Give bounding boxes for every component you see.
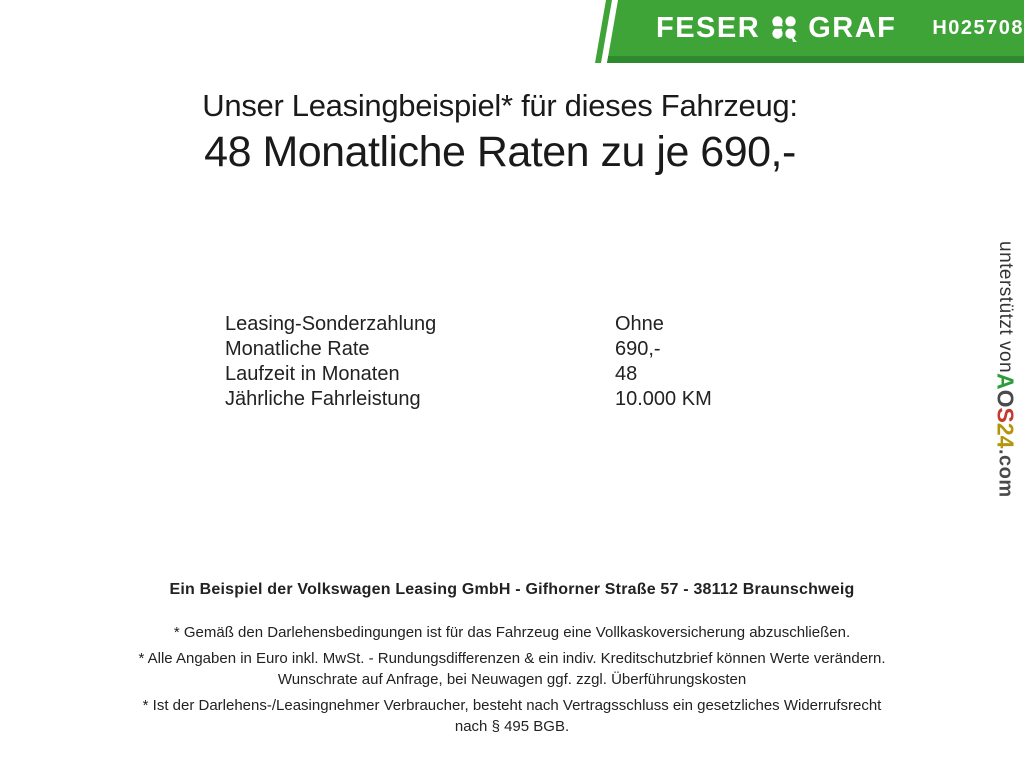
brand-name-graf: GRAF xyxy=(808,11,897,44)
aos24-brand xyxy=(992,373,1019,448)
aos24-letter: 2 xyxy=(992,422,1019,436)
footnote-line: * Alle Angaben in Euro inkl. MwSt. - Rundungsdifferenzen & ein indiv. Kreditschutzbrief können Werte verändern. xyxy=(138,650,886,667)
table-row xyxy=(225,362,712,387)
table-row xyxy=(225,312,712,337)
footnote xyxy=(0,695,1024,737)
row-label: Jährliche Fahrleistung xyxy=(225,388,421,410)
aos24-letter: A xyxy=(992,373,1019,390)
leasing-details-table xyxy=(225,312,712,412)
row-value: 10.000 KM xyxy=(615,388,712,410)
footnotes xyxy=(0,622,1024,742)
table-row xyxy=(225,337,712,362)
footnote xyxy=(0,622,1024,643)
aos24-letter: 4 xyxy=(992,435,1019,449)
heading-line2: 48 Monatliche Raten zu je 690,- xyxy=(204,128,796,176)
sponsor-prefix: unterstützt von xyxy=(995,241,1016,374)
row-value: Ohne xyxy=(615,313,664,335)
banner-underline xyxy=(0,56,1024,63)
aos24-letter: O xyxy=(992,389,1019,408)
clover-icon xyxy=(767,11,801,45)
vehicle-id: H025708 xyxy=(932,16,1024,39)
footnote-line: * Gemäß den Darlehensbedingungen ist für das Fahrzeug eine Vollkaskoversicherung abzuschließen. xyxy=(173,624,851,641)
aos24-suffix: .com xyxy=(994,448,1017,498)
footnote-line: Wunschrate auf Anfrage, bei Neuwagen ggf. zzgl. Überführungskosten xyxy=(277,671,747,688)
footnote-line: nach § 495 BGB. xyxy=(454,718,570,735)
footnote xyxy=(0,648,1024,690)
banner-content xyxy=(618,0,1024,56)
row-value: 690,- xyxy=(615,338,661,360)
row-label: Laufzeit in Monaten xyxy=(225,363,400,385)
company-address: Ein Beispiel der Volkswagen Leasing GmbH - Gifhorner Straße 57 - 38112 Braunschweig xyxy=(169,581,855,598)
sponsor-vertical-note xyxy=(988,241,1022,541)
row-label: Leasing-Sonderzahlung xyxy=(225,313,437,335)
row-label: Monatliche Rate xyxy=(225,338,370,360)
brand-name-feser: FESER xyxy=(656,11,761,44)
heading-line1: Unser Leasingbeispiel* für dieses Fahrzeug: xyxy=(202,88,798,123)
row-value: 48 xyxy=(615,363,638,385)
table-row xyxy=(225,387,712,412)
dealer-banner xyxy=(0,0,1024,63)
dealer-logo xyxy=(656,11,896,45)
aos24-letter: S xyxy=(992,407,1019,423)
footnote-line: * Ist der Darlehens-/Leasingnehmer Verbraucher, besteht nach Vertragsschluss ein gesetzliches Widerrufsrecht xyxy=(142,697,882,714)
leasing-heading xyxy=(0,88,1000,177)
